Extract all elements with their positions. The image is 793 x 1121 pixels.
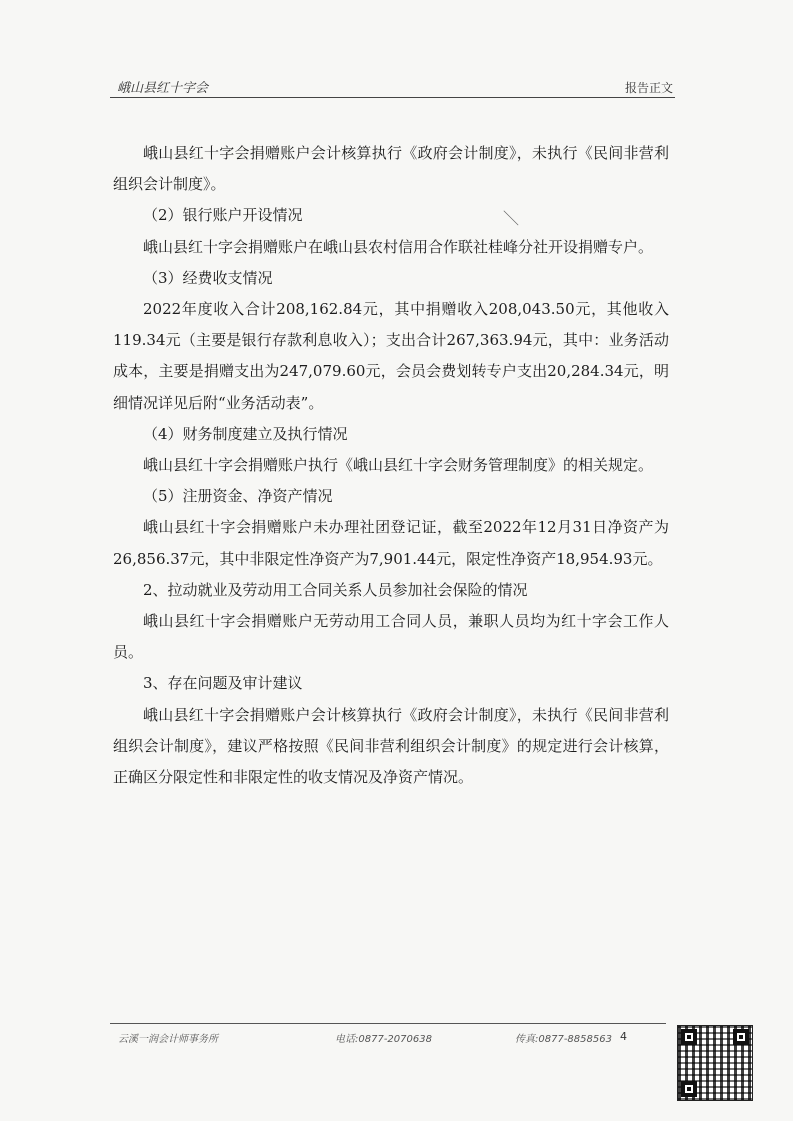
qr-code-icon: [678, 1026, 752, 1100]
footer-fax: 传真:0877-8858563: [515, 1034, 612, 1045]
qr-finder-top-left: [681, 1029, 697, 1045]
qr-finder-bottom-left: [681, 1081, 697, 1097]
stray-mark: ＼: [503, 209, 520, 228]
heading-issues: 3、存在问题及审计建议: [143, 674, 303, 693]
paragraph-bank-account: 峨山县红十字会捐赠账户在峨山县农村信用合作联社桂峰分社开设捐赠专户。: [143, 237, 654, 256]
heading-income-expense: （3）经费收支情况: [143, 268, 273, 287]
footer-divider: [110, 1023, 666, 1024]
header-doc-type: 报告正文: [624, 81, 673, 95]
footer-phone: 电话:0877-2070638: [335, 1034, 432, 1045]
report-body: [113, 138, 669, 793]
paragraph-issues: 峨山县红十字会捐赠账户会计核算执行《政府会计制度》，未执行《民间非营利组织会计制度》，建议严格按照《民间非营利组织会计制度》的规定进行会计核算，正确区分限定性和非限定性的收支情况及净资产情况。: [113, 705, 669, 787]
footer-firm: 云溪一润会计师事务所: [118, 1034, 218, 1045]
heading-employment: 2、拉动就业及劳动用工合同关系人员参加社会保险的情况: [143, 580, 528, 599]
paragraph-employment: 峨山县红十字会捐赠账户无劳动用工合同人员，兼职人员均为红十字会工作人员。: [113, 612, 669, 662]
heading-net-assets: （5）注册资金、净资产情况: [143, 487, 333, 506]
header-divider: [110, 97, 675, 98]
paragraph-finance-rules: 峨山县红十字会捐赠账户执行《峨山县红十字会财务管理制度》的相关规定。: [143, 456, 654, 475]
header-org: 峨山县红十字会: [117, 81, 209, 96]
qr-finder-top-right: [733, 1029, 749, 1045]
paragraph-net-assets: 峨山县红十字会捐赠账户未办理社团登记证，截至2022年12月31日净资产为26,856.37元，其中非限定性净资产为7,901.44元，限定性净资产18,954.93元。: [113, 518, 669, 568]
heading-bank-account: （2）银行账户开设情况: [143, 206, 303, 225]
paragraph-income-expense: 2022年度收入合计208,162.84元，其中捐赠收入208,043.50元，其他收入119.34元（主要是银行存款利息收入）；支出合计267,363.94元，其中：业务活动成本，主要是捐赠支出为247,079.60元，会员会费划转专户支出20,284.34元，明细情况详见后附“业务活动表”。: [113, 300, 669, 412]
page-number: 4: [620, 1030, 627, 1043]
paragraph-accounting-system: 峨山县红十字会捐赠账户会计核算执行《政府会计制度》，未执行《民间非营利组织会计制度》。: [113, 144, 669, 194]
heading-finance-rules: （4）财务制度建立及执行情况: [143, 424, 348, 443]
